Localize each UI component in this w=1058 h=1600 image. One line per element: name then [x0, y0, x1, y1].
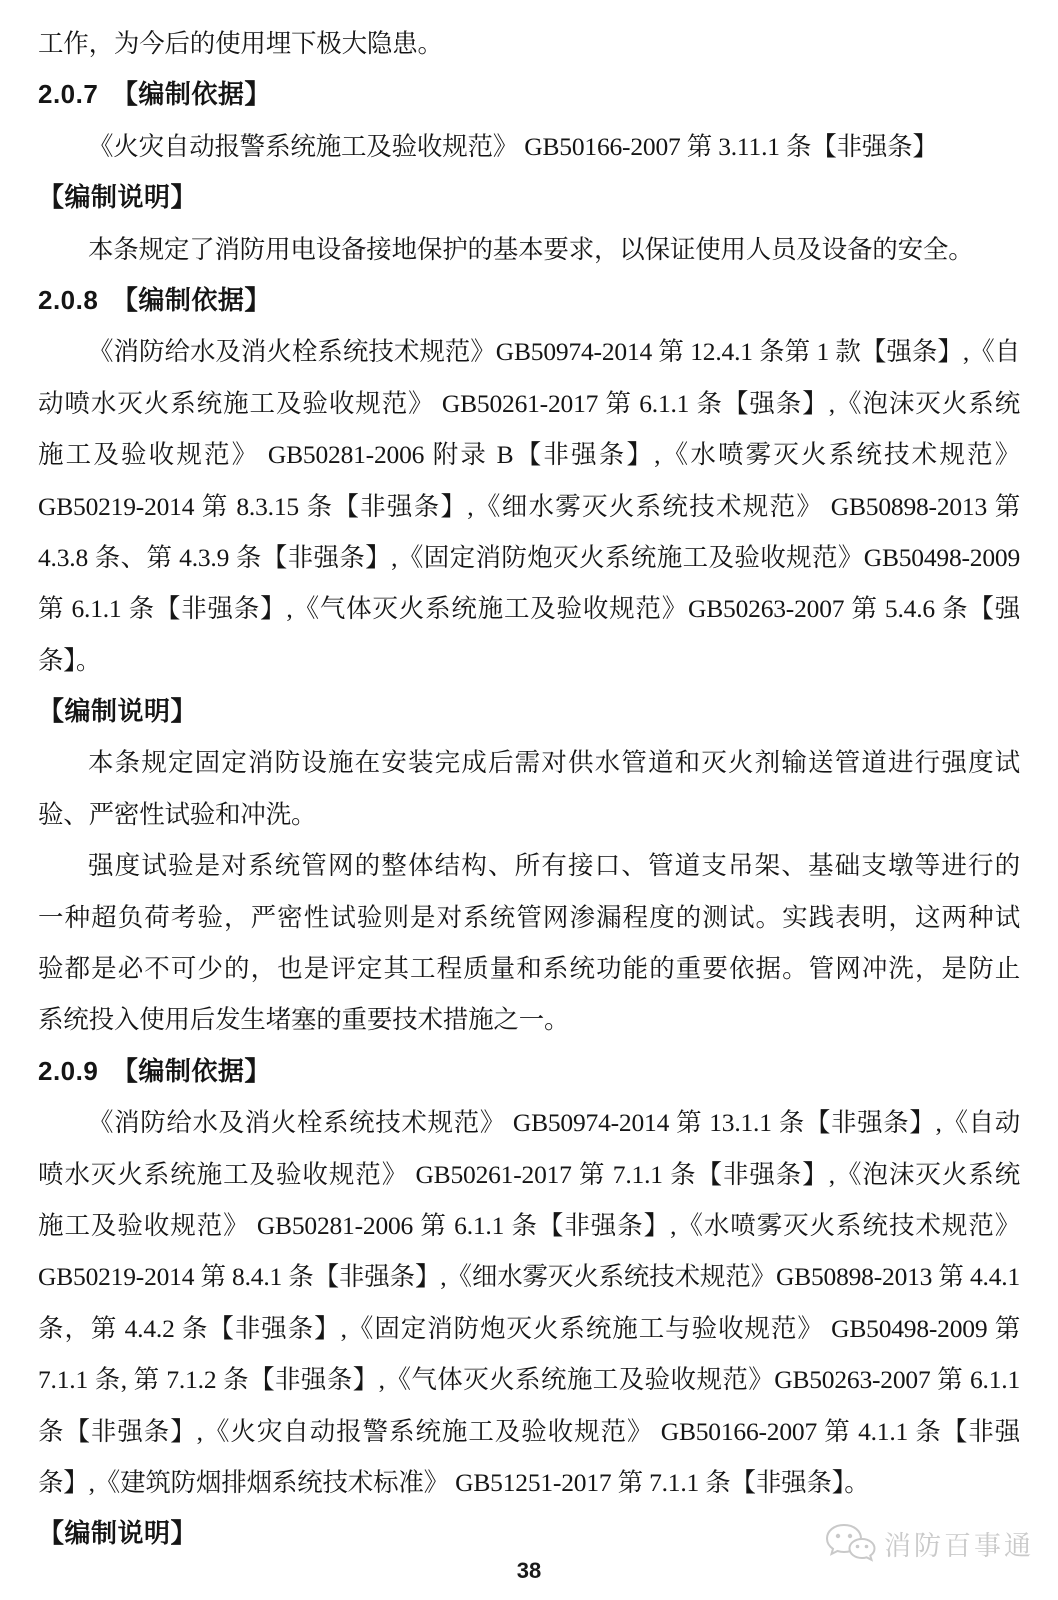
- paragraph-line: 动喷水灭火系统施工及验收规范》 GB50261-2017 第 6.1.1 条【强条】,《泡沫灭火系统: [38, 388, 1020, 418]
- paragraph-line: 本条规定固定消防设施在安装完成后需对供水管道和灭火剂输送管道进行强度试: [88, 748, 1020, 778]
- label-heading: 【编制说明】: [38, 1518, 198, 1549]
- paragraph-line: 系统投入使用后发生堵塞的重要技术措施之一。: [38, 1005, 570, 1035]
- clause-heading: 2.0.9 【编制依据】: [38, 1055, 271, 1086]
- paragraph-line: 强度试验是对系统管网的整体结构、所有接口、管道支吊架、基础支墩等进行的: [88, 851, 1020, 881]
- paragraph-line: 本条规定了消防用电设备接地保护的基本要求，以保证使用人员及设备的安全。: [88, 234, 974, 264]
- clause-heading: 2.0.7 【编制依据】: [38, 79, 271, 110]
- paragraph-line: 条，第 4.4.2 条【非强条】,《固定消防炮灭火系统施工与验收规范》 GB50498-2009 第: [38, 1313, 1020, 1343]
- paragraph-line: 喷水灭火系统施工及验收规范》 GB50261-2017 第 7.1.1 条【非强条】,《泡沫灭火系统: [38, 1159, 1020, 1189]
- watermark-label: 消防百事通: [884, 1530, 1034, 1561]
- paragraph-line: 条【非强条】,《火灾自动报警系统施工及验收规范》 GB50166-2007 第 4.1.1 条【非强: [38, 1416, 1020, 1446]
- page-number: 38: [516, 1558, 542, 1583]
- paragraph-line: 第 6.1.1 条【非强条】,《气体灭火系统施工及验收规范》GB50263-2007 第 5.4.6 条【强: [38, 594, 1020, 624]
- clause-heading: 2.0.8 【编制依据】: [38, 284, 271, 315]
- paragraph-line: GB50219-2014 第 8.4.1 条【非强条】,《细水雾灭火系统技术规范》GB50898-2013 第 4.4.1: [38, 1262, 1020, 1292]
- paragraph-line: 《消防给水及消火栓系统技术规范》GB50974-2014 第 12.4.1 条第 1 款【强条】,《自: [88, 337, 1020, 367]
- paragraph-line: 7.1.1 条, 第 7.1.2 条【非强条】,《气体灭火系统施工及验收规范》GB50263-2007 第 6.1.1: [38, 1365, 1020, 1395]
- paragraph-line: 工作，为今后的使用埋下极大隐患。: [38, 29, 443, 58]
- paragraph-line: 条】,《建筑防烟排烟系统技术标准》 GB51251-2017 第 7.1.1 条【非强条】。: [38, 1467, 870, 1497]
- label-heading: 【编制说明】: [38, 696, 198, 727]
- paragraph-line: 施工及验收规范》 GB50281-2006 第 6.1.1 条【非强条】,《水喷雾灭火系统技术规范》: [38, 1210, 1020, 1240]
- paragraph-line: 《消防给水及消火栓系统技术规范》 GB50974-2014 第 13.1.1 条【非强条】,《自动: [88, 1108, 1020, 1138]
- paragraph-line: 《火灾自动报警系统施工及验收规范》 GB50166-2007 第 3.11.1 条【非强条】: [88, 131, 938, 161]
- document-body: [38, 18, 1020, 1560]
- paragraph-line: 条】。: [38, 645, 102, 675]
- paragraph-line: 验都是必不可少的，也是评定其工程质量和系统功能的重要依据。管网冲洗，是防止: [38, 954, 1020, 984]
- paragraph-line: 验、严密性试验和冲洗。: [38, 799, 317, 829]
- paragraph-line: 4.3.8 条、第 4.3.9 条【非强条】,《固定消防炮灭火系统施工及验收规范》GB50498-2009: [38, 542, 1020, 572]
- paragraph-line: 一种超负荷考验，严密性试验则是对系统管网渗漏程度的测试。实践表明，这两种试: [38, 902, 1020, 932]
- paragraph-line: GB50219-2014 第 8.3.15 条【非强条】,《细水雾灭火系统技术规范》 GB50898-2013 第: [38, 491, 1020, 521]
- label-heading: 【编制说明】: [38, 182, 198, 213]
- paragraph-line: 施工及验收规范》 GB50281-2006 附录 B【非强条】,《水喷雾灭火系统技术规范》: [38, 440, 1020, 470]
